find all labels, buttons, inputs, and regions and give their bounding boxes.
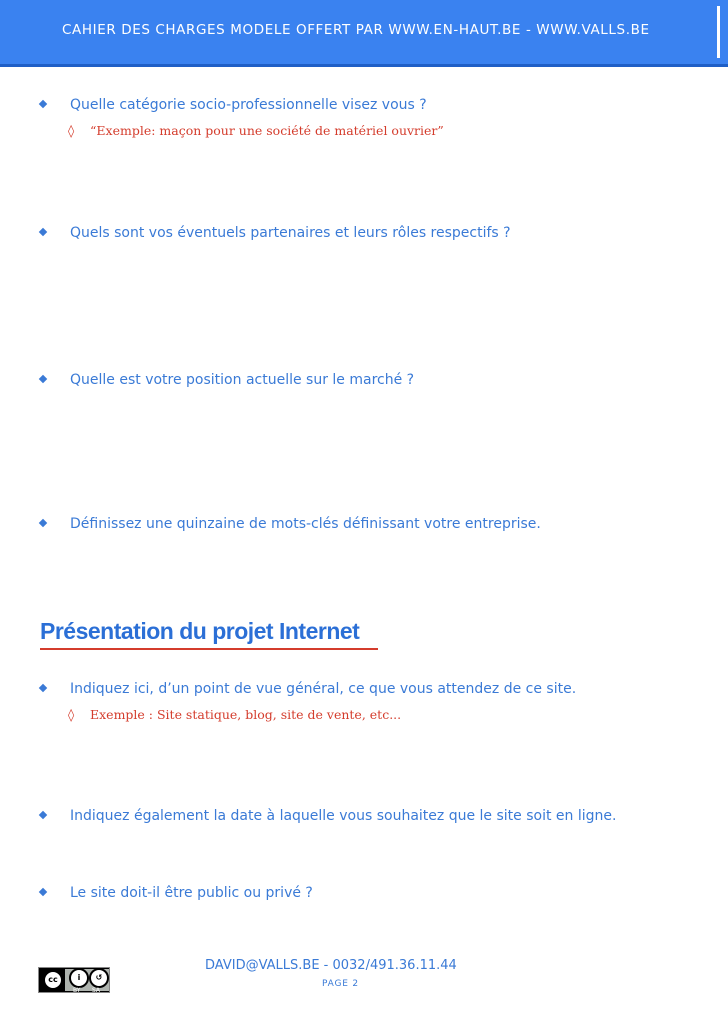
diamond-bullet-icon (39, 228, 47, 236)
header-title: CAHIER DES CHARGES MODELE OFFERT PAR WWW.EN-HAUT.BE - WWW.VALLS.BE (62, 22, 650, 38)
header-bar (0, 0, 728, 67)
footer-contact: DAVID@VALLS.BE - 0032/491.36.11.44 (205, 958, 457, 973)
question-item (40, 96, 650, 115)
diamond-bullet-icon (39, 888, 47, 896)
lozenge-icon: ◊ (68, 707, 75, 722)
question-item (40, 807, 620, 826)
diamond-bullet-icon (39, 811, 47, 819)
example-line (68, 123, 668, 138)
example-text: “Exemple: maçon pour une société de matériel ouvrier” (90, 123, 444, 138)
diamond-bullet-icon (39, 519, 47, 527)
question-text: Indiquez ici, d’un point de vue général, ce que vous attendez de ce site. (70, 681, 577, 697)
cc-icon: cc (43, 970, 63, 990)
question-text: Quelle catégorie socio-professionnelle visez vous ? (70, 97, 427, 113)
question-text: Indiquez également la date à laquelle vous souhaitez que le site soit en ligne. (70, 808, 617, 824)
diamond-bullet-icon (39, 100, 47, 108)
diamond-bullet-icon (39, 684, 47, 692)
question-text: Quels sont vos éventuels partenaires et leurs rôles respectifs ? (70, 225, 511, 241)
question-item (40, 515, 650, 534)
question-text: Définissez une quinzaine de mots-clés définissant votre entreprise. (70, 516, 541, 532)
section-underline (40, 648, 378, 650)
cc-license-badge (38, 967, 110, 993)
attribution-icon: i (69, 968, 89, 988)
diamond-bullet-icon (39, 375, 47, 383)
example-line (68, 707, 668, 722)
question-item (40, 224, 650, 243)
license-sa-label: SA (92, 987, 101, 994)
page-number: PAGE 2 (322, 979, 359, 989)
header-divider (717, 6, 720, 58)
license-by-label: BY (73, 987, 81, 994)
question-text: Quelle est votre position actuelle sur le marché ? (70, 372, 415, 388)
lozenge-icon: ◊ (68, 123, 75, 138)
question-text: Le site doit-il être public ou privé ? (70, 885, 313, 901)
question-item (40, 680, 650, 699)
share-alike-icon: ↺ (89, 968, 109, 988)
question-item (40, 884, 650, 903)
question-item (40, 371, 650, 390)
section-title: Présentation du projet Internet (40, 618, 360, 644)
example-text: Exemple : Site statique, blog, site de vente, etc... (90, 707, 402, 722)
